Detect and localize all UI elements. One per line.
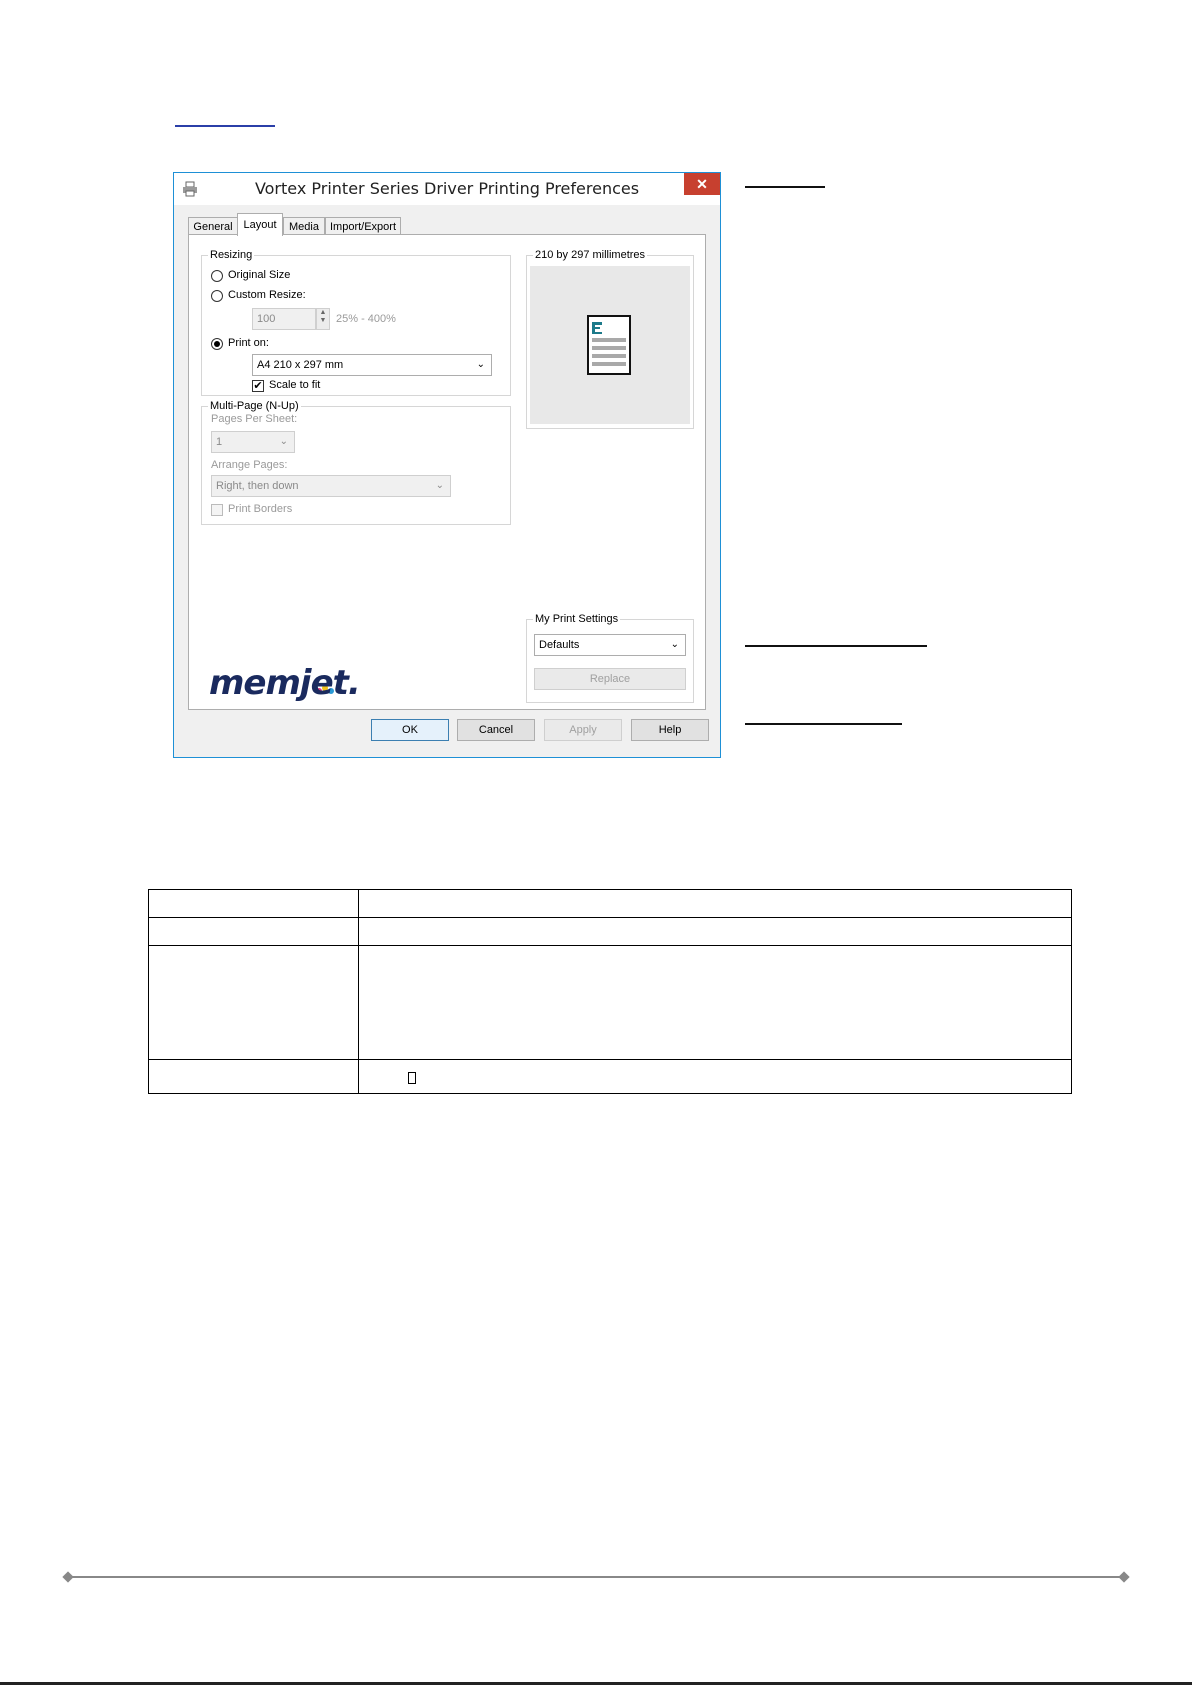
- close-button[interactable]: ✕: [684, 173, 720, 195]
- page-preview-area: [530, 266, 690, 424]
- ok-button[interactable]: OK: [371, 719, 449, 741]
- arrange-pages-select[interactable]: [211, 475, 451, 497]
- annotation-underline-3: [745, 723, 902, 725]
- paper-size-select[interactable]: [252, 354, 492, 376]
- multipage-group-label: Multi-Page (N-Up): [210, 400, 299, 412]
- chevron-down-icon: ⌄: [435, 480, 444, 491]
- tab-layout[interactable]: Layout: [237, 213, 283, 236]
- custom-resize-input[interactable]: 100: [252, 308, 316, 330]
- custom-resize-radio[interactable]: [211, 290, 223, 302]
- memjet-logo-text: memjet.: [209, 663, 360, 703]
- preview-group-label: 210 by 297 millimetres: [535, 249, 646, 261]
- scale-to-fit-label: Scale to fit: [269, 379, 321, 391]
- tab-media[interactable]: Media: [283, 217, 325, 235]
- table-cell: [149, 918, 359, 946]
- resizing-group: [201, 249, 511, 396]
- table-row: [149, 1060, 1072, 1094]
- custom-resize-spinner[interactable]: ▲ ▼: [316, 308, 330, 330]
- my-print-settings-label: My Print Settings: [535, 613, 619, 625]
- chevron-down-icon: ⌄: [476, 359, 485, 370]
- custom-resize-label: Custom Resize:: [228, 289, 306, 301]
- footer-diamond-left: [62, 1571, 73, 1582]
- cancel-button[interactable]: Cancel: [457, 719, 535, 741]
- table-cell: [358, 946, 1071, 1060]
- annotation-underline-2: [745, 645, 927, 647]
- table-cell: [358, 890, 1071, 918]
- pages-per-sheet-label: Pages Per Sheet:: [211, 413, 298, 425]
- multipage-group: [201, 400, 511, 525]
- resize-range-hint: 25% - 400%: [336, 313, 396, 325]
- resizing-group-label: Resizing: [210, 249, 253, 261]
- original-size-label: Original Size: [228, 269, 291, 281]
- replace-button[interactable]: Replace: [534, 668, 686, 690]
- printing-preferences-dialog: [173, 172, 721, 758]
- print-on-radio[interactable]: [211, 338, 223, 350]
- arrange-pages-label: Arrange Pages:: [211, 459, 288, 471]
- tab-general[interactable]: General: [188, 217, 238, 235]
- annotation-underline-1: [745, 186, 825, 188]
- print-borders-checkbox[interactable]: [211, 504, 223, 516]
- paper-size-value: A4 210 x 297 mm: [257, 359, 344, 371]
- footer-diamond-right: [1118, 1571, 1129, 1582]
- preview-group: [526, 249, 694, 429]
- layout-panel: [188, 234, 706, 710]
- my-print-settings-group: [526, 613, 694, 703]
- title-bar[interactable]: [174, 173, 720, 205]
- print-on-label: Print on:: [228, 337, 269, 349]
- footer-divider: [68, 1576, 1124, 1578]
- tab-import-export[interactable]: Import/Export: [325, 217, 401, 235]
- scale-to-fit-checkbox[interactable]: ✔: [253, 380, 263, 392]
- table-row: [149, 890, 1072, 918]
- settings-table: [148, 889, 1072, 1094]
- apply-button[interactable]: Apply: [544, 719, 622, 741]
- my-print-settings-value: Defaults: [539, 639, 580, 651]
- table-cell: [358, 918, 1071, 946]
- table-cell: [149, 890, 359, 918]
- chevron-down-icon: ⌄: [279, 436, 288, 447]
- table-row: [149, 946, 1072, 1060]
- table-cell: [358, 1060, 1071, 1094]
- dialog-title: Vortex Printer Series Driver Printing Preferences: [254, 179, 640, 198]
- top-link-underline[interactable]: [175, 125, 275, 127]
- missing-glyph-box: [408, 1072, 416, 1084]
- table-row: [149, 918, 1072, 946]
- print-borders-label: Print Borders: [228, 503, 293, 515]
- table-cell: [149, 1060, 359, 1094]
- chevron-down-icon: ⌄: [670, 639, 679, 650]
- page-preview-icon: [586, 314, 634, 378]
- pages-per-sheet-select[interactable]: [211, 431, 295, 453]
- original-size-radio[interactable]: [211, 270, 223, 282]
- help-button[interactable]: Help: [631, 719, 709, 741]
- table-cell: [149, 946, 359, 1060]
- my-print-settings-select[interactable]: [534, 634, 686, 656]
- pages-per-sheet-value: 1: [216, 436, 223, 448]
- arrange-pages-value: Right, then down: [216, 480, 299, 492]
